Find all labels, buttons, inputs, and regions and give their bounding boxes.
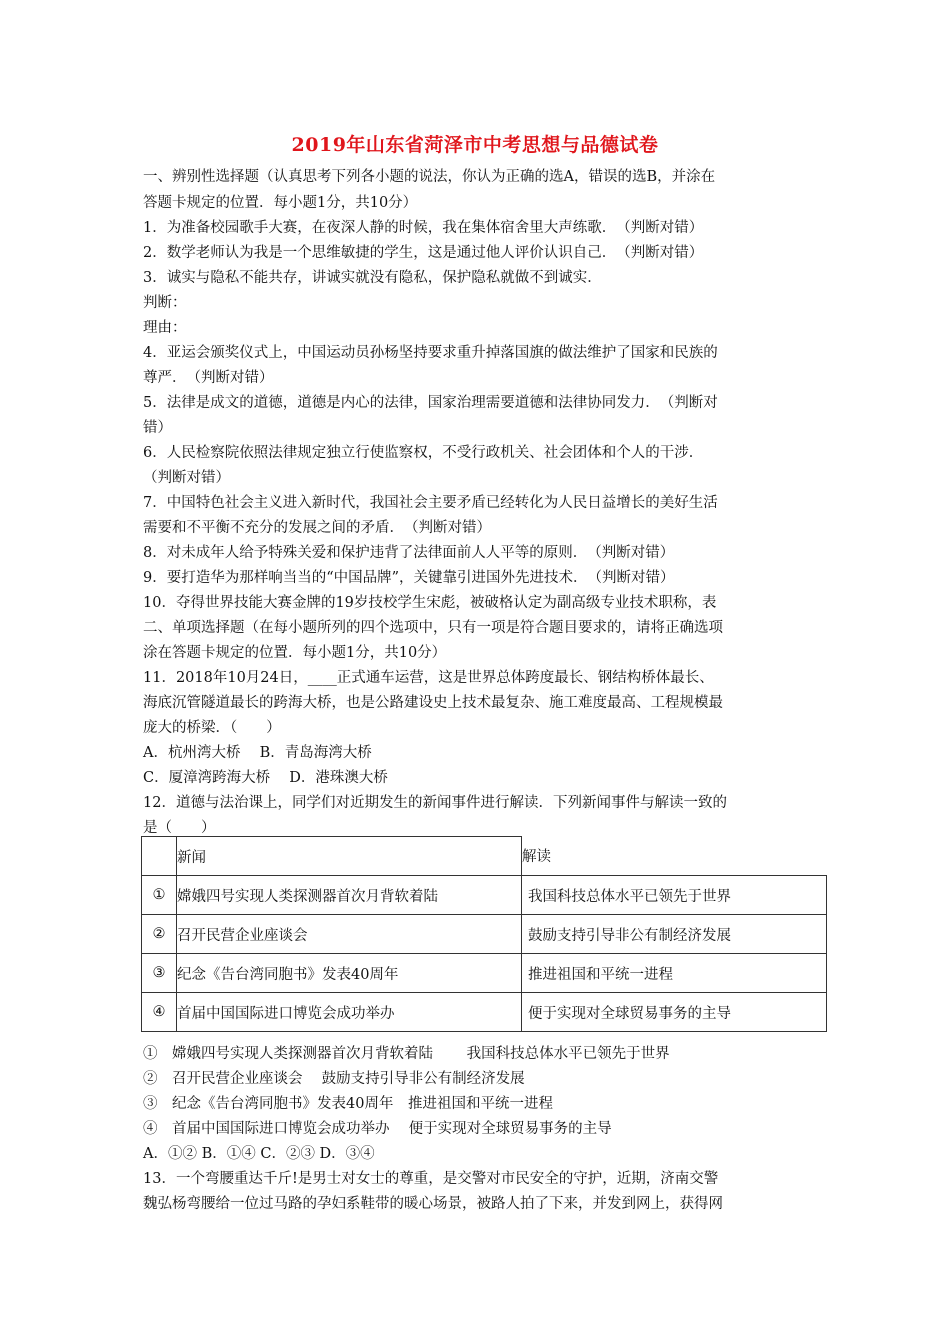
question-11-options-cd: C．厦漳湾跨海大桥 D．港珠澳大桥 xyxy=(143,770,388,786)
row-read: 推进祖国和平统一进程 xyxy=(522,954,827,993)
table-header-row xyxy=(142,837,827,876)
question-11-cont2: 庞大的桥梁．（ ） xyxy=(143,720,281,736)
table-header-news: 新闻 xyxy=(177,837,522,876)
question-5-cont: 错） xyxy=(143,420,172,436)
question-6: 6．人民检察院依照法律规定独立行使监察权，不受行政机关、社会团体和个人的干涉． xyxy=(143,445,704,461)
question-5: 5．法律是成文的道德，道德是内心的法律，国家治理需要道德和法律协同发力． （判断对 xyxy=(143,395,718,411)
question-3-reason: 理由： xyxy=(143,320,187,336)
question-10: 10．夺得世界技能大赛金牌的19岁技校学生宋彪，被破格认定为副高级专业技术职称，表 xyxy=(143,595,717,611)
table-header-read: 解读 xyxy=(522,837,827,876)
question-2: 2．数学老师认为我是一个思维敏捷的学生，这是通过他人评价认识自己． （判断对错） xyxy=(143,245,704,261)
row-num: ② xyxy=(142,915,177,954)
row-news: 召开民营企业座谈会 xyxy=(177,915,522,954)
row-num: ① xyxy=(142,876,177,915)
question-12-options: A．①② B．①④ C．②③ D．③④ xyxy=(143,1146,375,1162)
question-3: 3．诚实与隐私不能共存，讲诚实就没有隐私，保护隐私就做不到诚实． xyxy=(143,270,602,286)
question-11-options-ab: A．杭州湾大桥 B．青岛海湾大桥 xyxy=(143,745,372,761)
table-header-num xyxy=(142,837,177,876)
row-read: 便于实现对全球贸易事务的主导 xyxy=(522,993,827,1032)
question-1: 1．为准备校园歌手大赛，在夜深人静的时候，我在集体宿舍里大声练歌． （判断对错） xyxy=(143,220,704,236)
row-read: 鼓励支持引导非公有制经济发展 xyxy=(522,915,827,954)
table-row xyxy=(142,915,827,954)
row-news: 纪念《告台湾同胞书》发表40周年 xyxy=(177,954,522,993)
section2-intro: 二、单项选择题（在每小题所列的四个选项中，只有一项是符合题目要求的，请将正确选项 xyxy=(143,620,723,636)
section2-intro-cont: 涂在答题卡规定的位置．每小题1分，共10分） xyxy=(143,645,447,661)
table-row xyxy=(142,876,827,915)
section1-intro-cont: 答题卡规定的位置．每小题1分，共10分） xyxy=(143,195,418,211)
row-news: 嫦娥四号实现人类探测器首次月背软着陆 xyxy=(177,876,522,915)
table-row xyxy=(142,993,827,1032)
row-read: 我国科技总体水平已领先于世界 xyxy=(522,876,827,915)
section1-intro: 一、辨别性选择题（认真思考下列各小题的说法，你认为正确的选A，错误的选B，并涂在 xyxy=(143,169,716,185)
question-11: 11．2018年10月24日，____正式通车运营，这是世界总体跨度最长、钢结构桥体最长、 xyxy=(143,670,714,686)
question-12: 12．道德与法治课上，同学们对近期发生的新闻事件进行解读．下列新闻事件与解读一致的 xyxy=(143,795,727,811)
repeat-row-2: ② 召开民营企业座谈会 鼓励支持引导非公有制经济发展 xyxy=(143,1071,525,1087)
repeat-row-3: ③ 纪念《告台湾同胞书》发表40周年 推进祖国和平统一进程 xyxy=(143,1096,553,1112)
table-row xyxy=(142,954,827,993)
question-9: 9．要打造华为那样响当当的“中国品牌”，关键靠引进国外先进技术． （判断对错） xyxy=(143,570,675,586)
question-11-cont: 海底沉管隧道最长的跨海大桥，也是公路建设史上技术最复杂、施工难度最高、工程规模最 xyxy=(143,695,723,711)
repeat-row-4: ④ 首届中国国际进口博览会成功举办 便于实现对全球贸易事务的主导 xyxy=(143,1121,612,1137)
question-7: 7．中国特色社会主义进入新时代，我国社会主要矛盾已经转化为人民日益增长的美好生活 xyxy=(143,495,718,511)
repeat-row-1: ① 嫦娥四号实现人类探测器首次月背软着陆 我国科技总体水平已领先于世界 xyxy=(143,1046,670,1062)
news-table xyxy=(141,836,827,1032)
question-8: 8．对未成年人给予特殊关爱和保护违背了法律面前人人平等的原则． （判断对错） xyxy=(143,545,675,561)
question-6-cont: （判断对错） xyxy=(143,470,230,486)
exam-title: 2019年山东省菏泽市中考思想与品德试卷 xyxy=(291,134,659,156)
question-12-cont: 是（ ） xyxy=(143,820,216,836)
question-4-cont: 尊严． （判断对错） xyxy=(143,370,274,386)
question-13-cont: 魏弘杨弯腰给一位过马路的孕妇系鞋带的暖心场景，被路人拍了下来，并发到网上，获得网 xyxy=(143,1196,723,1212)
question-7-cont: 需要和不平衡不充分的发展之间的矛盾． （判断对错） xyxy=(143,520,491,536)
row-num: ④ xyxy=(142,993,177,1032)
question-4: 4．亚运会颁奖仪式上，中国运动员孙杨坚持要求重升掉落国旗的做法维护了国家和民族的 xyxy=(143,345,718,361)
question-3-judge: 判断： xyxy=(143,295,187,311)
row-news: 首届中国国际进口博览会成功举办 xyxy=(177,993,522,1032)
question-13: 13．一个弯腰重达千斤!是男士对女士的尊重，是交警对市民安全的守护，近期，济南交警 xyxy=(143,1171,719,1187)
row-num: ③ xyxy=(142,954,177,993)
